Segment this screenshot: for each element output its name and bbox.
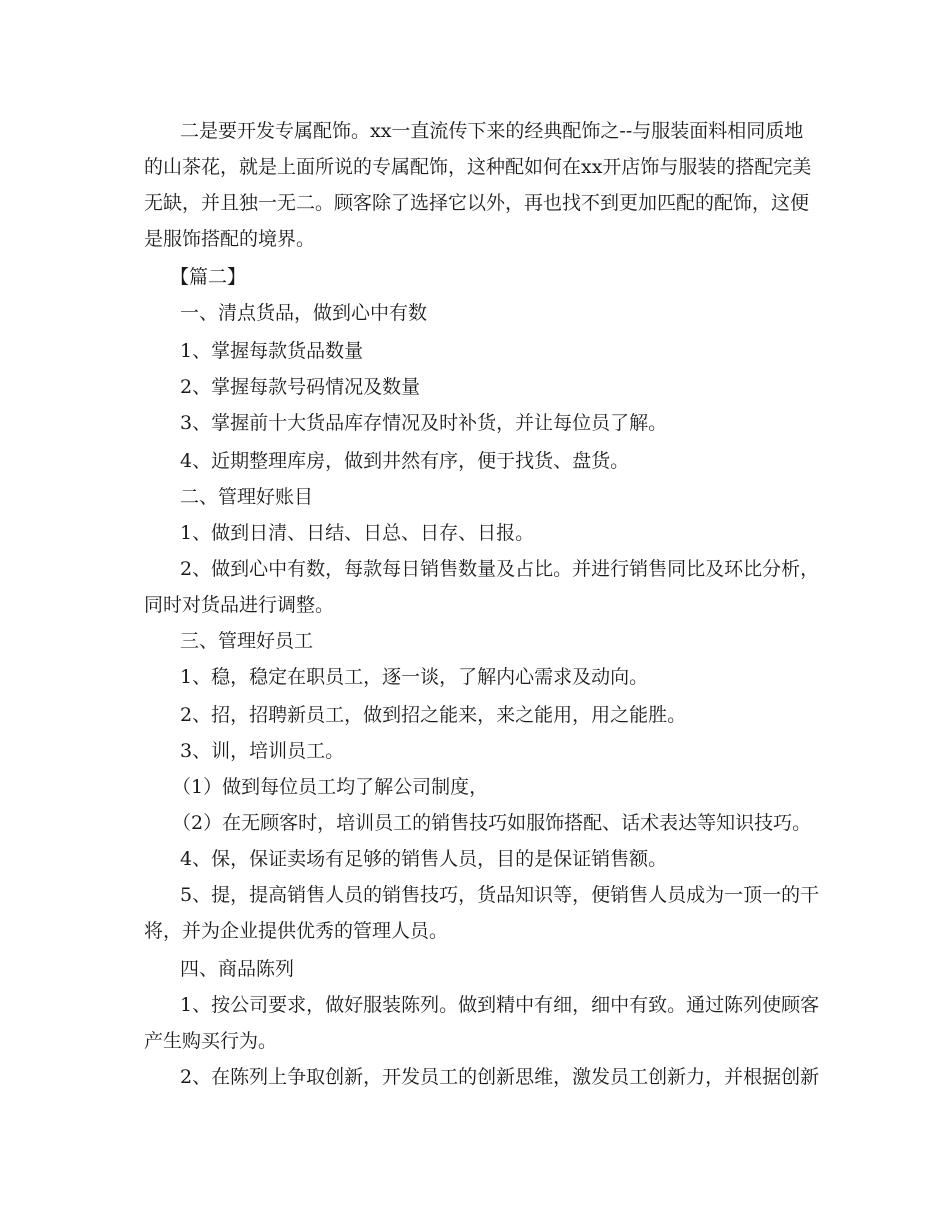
text-line: 2、做到心中有数，每款每日销售数量及占比。并进行销售同比及环比分析， [180,558,820,580]
section-heading: 【篇二】 [170,266,247,288]
text-line: 4、近期整理库房，做到井然有序，便于找货、盘货。 [180,450,630,472]
text-line: 二、管理好账目 [180,486,314,508]
text-line: 无缺，并且独一无二。顾客除了选择它以外，再也找不到更加匹配的配饰，这便 [144,192,810,214]
text-line: 将，并为企业提供优秀的管理人员。 [144,920,449,942]
text-line: （2）在无顾客时，培训员工的销售技巧如服饰搭配、话术表达等知识技巧。 [172,812,812,834]
text-line: 5、提，提高销售人员的销售技巧，货品知识等，便销售人员成为一顶一的干 [180,884,820,906]
text-line: 二是要开发专属配饰。xx一直流传下来的经典配饰之--与服装面料相同质地 [180,120,804,142]
text-line: 四、商品陈列 [180,958,295,980]
text-line: 4、保，保证卖场有足够的销售人员，目的是保证销售额。 [180,848,668,870]
text-line: （1）做到每位员工均了解公司制度， [172,776,489,798]
text-line: 1、稳，稳定在职员工，逐一谈，了解内心需求及动向。 [180,666,649,688]
text-line: 三、管理好员工 [180,630,314,652]
text-line: 3、掌握前十大货品库存情况及时补货，并让每位员了解。 [180,412,668,434]
text-line: 2、在陈列上争取创新，开发员工的创新思维，激发员工创新力，并根据创新 [180,1066,820,1088]
text-line: 一、清点货品，做到心中有数 [180,302,428,324]
text-line: 产生购买行为。 [144,1030,278,1052]
text-line: 1、掌握每款货品数量 [180,340,364,362]
text-line: 1、做到日清、日结、日总、日存、日报。 [180,522,535,544]
text-line: 2、招，招聘新员工，做到招之能来，来之能用，用之能胜。 [180,704,687,726]
text-line: 2、掌握每款号码情况及数量 [180,376,421,398]
text-line: 1、按公司要求，做好服装陈列。做到精中有细，细中有致。通过陈列使顾客 [180,994,820,1016]
text-line: 是服饰搭配的境界。 [144,228,316,250]
text-line: 的山茶花，就是上面所说的专属配饰，这种配如何在xx开店饰与服装的搭配完美 [144,156,812,178]
text-line: 同时对货品进行调整。 [144,594,335,616]
text-line: 3、训，培训员工。 [180,740,345,762]
